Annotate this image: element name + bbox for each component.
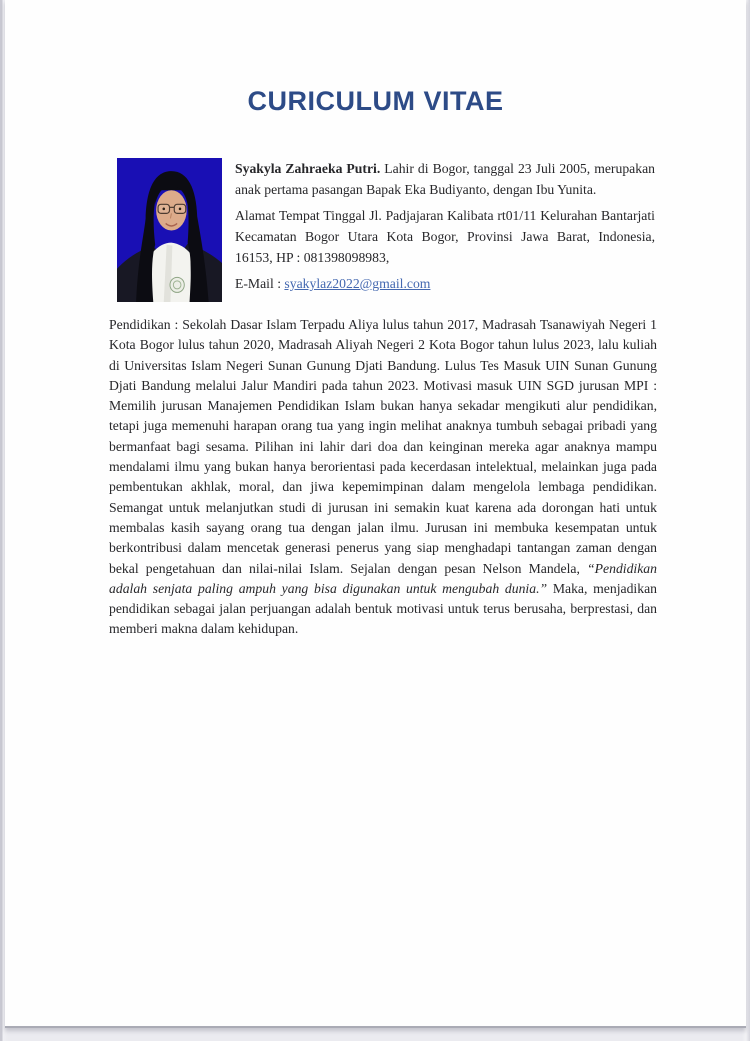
address-paragraph: Alamat Tempat Tinggal Jl. Padjajaran Kalibata rt01/11 Kelurahan Bantarjati Kecamatan Bogor Utara Kota Bogor, Provinsi Jawa Barat, Indonesia, 16153, HP : 081398098983,	[235, 208, 655, 265]
document-page	[5, 0, 746, 1028]
person-name: Syakyla Zahraeka Putri.	[235, 161, 381, 176]
profile-photo	[117, 158, 222, 302]
profile-text-block	[235, 158, 655, 299]
email-paragraph	[235, 273, 655, 294]
bio-paragraph	[235, 158, 655, 200]
email-label: E-Mail :	[235, 276, 285, 291]
email-link[interactable]: syakylaz2022@gmail.com	[284, 276, 431, 291]
portrait-illustration	[117, 158, 222, 302]
education-motivation-paragraph	[109, 315, 657, 640]
education-text-1: Pendidikan : Sekolah Dasar Islam Terpadu Aliya lulus tahun 2017, Madrasah Tsanawiyah Negeri 1 Kota Bogor lulus tahun 2020, Madrasah Aliyah Negeri 2 Kota Bogor tahun lulus 2023, lalu kuliah di Universitas Islam Negeri Sunan Gunung Djati Bandung. Lulus Tes Masuk UIN Sunan Gunung Djati Bandung melalui Jalur Mandiri pada tahun 2023. Motivasi masuk UIN SGD jurusan MPI : Memilih jurusan Manajemen Pendidikan Islam bukan hanya sekadar mengikuti alur pendidikan, tetapi juga memenuhi harapan orang tua yang ingin melihat anaknya tumbuh sebagai pribadi yang bermanfaat bagi sesama. Pilihan ini lahir dari doa dan keinginan mereka agar anaknya mampu mendalami ilmu yang bukan hanya berorientasi pada kecerdasan intelektual, melainkan juga pada pembentukan akhlak, moral, dan jiwa kepemimpinan dalam mengelola lembaga pendidikan. Semangat untuk melanjutkan studi di jurusan ini semakin kuat karena ada dorongan hati untuk membalas kasih sayang orang tua dengan jalan ilmu. Jurusan ini membuka kesempatan untuk berkontribusi dalam mencetak generasi penerus yang siap menghadapi tantangan zaman dengan bekal pengetahuan dan nilai-nilai Islam. Sejalan dengan pesan Nelson Mandela,	[109, 317, 657, 576]
education-text-2: Maka, menjadikan pendidikan sebagai jalan perjuangan adalah bentuk motivasi untuk terus berusaha, berprestasi, dan memberi makna dalam kehidupan.	[109, 580, 657, 637]
bio-text: Lahir di Bogor, tanggal 23 Juli 2005, merupakan anak pertama pasangan Bapak Eka Budiyanto, dengan Ibu Yunita.	[235, 161, 656, 197]
page-title: CURICULUM VITAE	[247, 86, 504, 116]
nelson-mandela-quote: “Pendidikan adalah senjata paling ampuh yang bisa digunakan untuk mengubah dunia.”	[109, 560, 657, 596]
